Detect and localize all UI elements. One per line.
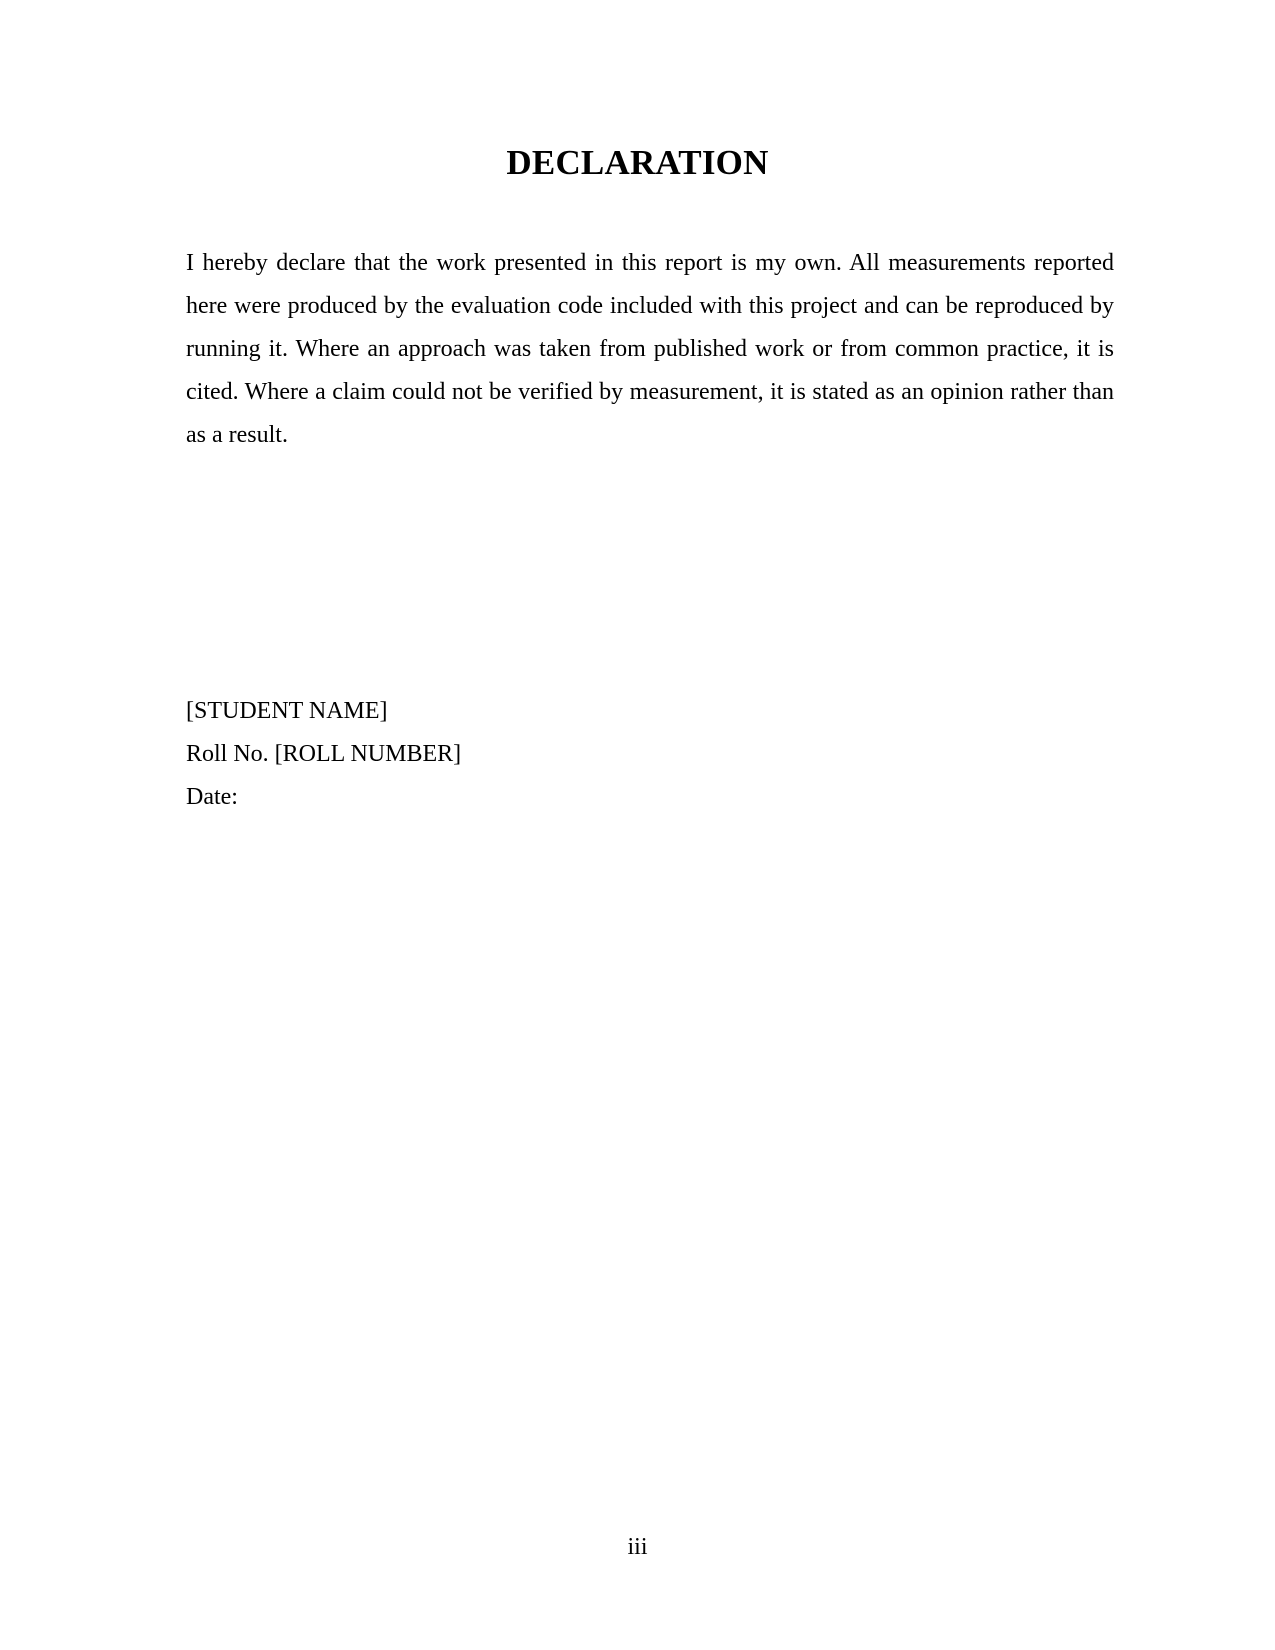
page-number: iii xyxy=(627,1534,648,1560)
declaration-paragraph: I hereby declare that the work presented in this report is my own. All measurements reported here were produced by the evaluation code included with this project and can be reproduced by running it. Where an approach was taken from published work or from common practice, it is cited. Where a claim could not be verified by measurement, it is stated as an opinion rather than as a result. xyxy=(186,250,1114,448)
signature-block xyxy=(186,690,461,819)
student-name: [STUDENT NAME] xyxy=(186,698,388,724)
page-title: DECLARATION xyxy=(506,143,769,182)
date-line: Date: xyxy=(186,784,238,810)
roll-number: Roll No. [ROLL NUMBER] xyxy=(186,741,462,767)
